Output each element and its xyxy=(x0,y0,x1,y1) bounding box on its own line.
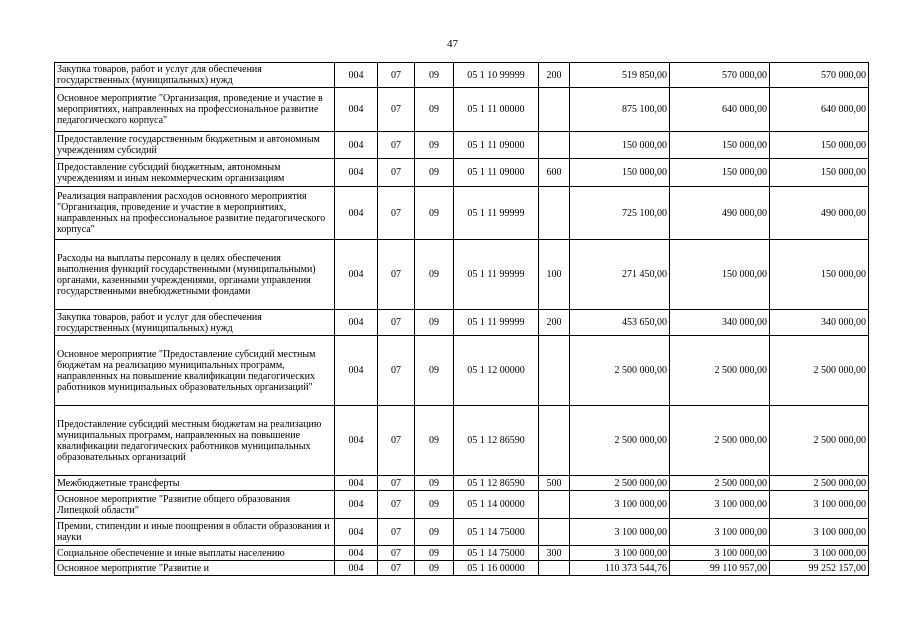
cell-amount-year-1: 453 650,00 xyxy=(570,310,670,336)
cell-expense-type xyxy=(539,132,570,159)
cell-amount-year-1: 2 500 000,00 xyxy=(570,476,670,491)
cell-section: 07 xyxy=(378,491,415,519)
cell-subsection: 09 xyxy=(415,310,454,336)
cell-ved: 004 xyxy=(335,159,378,187)
cell-subsection: 09 xyxy=(415,561,454,576)
cell-ved: 004 xyxy=(335,406,378,476)
cell-amount-year-1: 110 373 544,76 xyxy=(570,561,670,576)
cell-amount-year-3: 640 000,00 xyxy=(770,88,869,132)
cell-ved: 004 xyxy=(335,187,378,240)
table-row xyxy=(55,336,869,406)
table-row xyxy=(55,310,869,336)
cell-target-article: 05 1 11 09000 xyxy=(454,132,539,159)
cell-amount-year-1: 3 100 000,00 xyxy=(570,546,670,561)
cell-expense-type xyxy=(539,336,570,406)
cell-name: Реализация направления расходов основного мероприятия "Организация, проведение и участие в мероприятиях, направленных на профессиональное развитие педагогического корпуса" xyxy=(55,187,335,240)
budget-table xyxy=(54,62,869,576)
table-row xyxy=(55,561,869,576)
cell-subsection: 09 xyxy=(415,132,454,159)
cell-target-article: 05 1 10 99999 xyxy=(454,63,539,88)
cell-section: 07 xyxy=(378,159,415,187)
cell-section: 07 xyxy=(378,132,415,159)
cell-name: Основное мероприятие "Организация, проведение и участие в мероприятиях, направленных на профессиональное развитие педагогического корпуса" xyxy=(55,88,335,132)
cell-ved: 004 xyxy=(335,561,378,576)
cell-expense-type: 300 xyxy=(539,546,570,561)
cell-target-article: 05 1 16 00000 xyxy=(454,561,539,576)
cell-amount-year-2: 570 000,00 xyxy=(670,63,770,88)
cell-ved: 004 xyxy=(335,546,378,561)
cell-target-article: 05 1 14 00000 xyxy=(454,491,539,519)
cell-subsection: 09 xyxy=(415,240,454,310)
cell-target-article: 05 1 12 86590 xyxy=(454,406,539,476)
table-row xyxy=(55,63,869,88)
cell-subsection: 09 xyxy=(415,187,454,240)
table-row xyxy=(55,491,869,519)
cell-amount-year-2: 490 000,00 xyxy=(670,187,770,240)
cell-expense-type: 100 xyxy=(539,240,570,310)
cell-expense-type xyxy=(539,519,570,546)
cell-amount-year-1: 875 100,00 xyxy=(570,88,670,132)
cell-target-article: 05 1 11 99999 xyxy=(454,240,539,310)
cell-amount-year-3: 3 100 000,00 xyxy=(770,519,869,546)
cell-name: Закупка товаров, работ и услуг для обеспечения государственных (муниципальных) нужд xyxy=(55,63,335,88)
cell-amount-year-1: 2 500 000,00 xyxy=(570,336,670,406)
cell-name: Закупка товаров, работ и услуг для обеспечения государственных (муниципальных) нужд xyxy=(55,310,335,336)
cell-ved: 004 xyxy=(335,519,378,546)
cell-ved: 004 xyxy=(335,336,378,406)
cell-amount-year-1: 271 450,00 xyxy=(570,240,670,310)
cell-section: 07 xyxy=(378,519,415,546)
cell-name: Предоставление субсидий местным бюджетам на реализацию муниципальных программ, направленных на повышение квалификации педагогических работников муниципальных образовательных организаций xyxy=(55,406,335,476)
cell-target-article: 05 1 12 86590 xyxy=(454,476,539,491)
cell-name: Основное мероприятие "Развитие общего образования Липецкой области" xyxy=(55,491,335,519)
cell-subsection: 09 xyxy=(415,546,454,561)
cell-amount-year-3: 150 000,00 xyxy=(770,132,869,159)
table-body xyxy=(55,63,869,576)
table-row xyxy=(55,88,869,132)
cell-target-article: 05 1 11 99999 xyxy=(454,187,539,240)
cell-expense-type xyxy=(539,187,570,240)
cell-target-article: 05 1 12 00000 xyxy=(454,336,539,406)
cell-amount-year-2: 150 000,00 xyxy=(670,132,770,159)
cell-target-article: 05 1 14 75000 xyxy=(454,519,539,546)
cell-subsection: 09 xyxy=(415,63,454,88)
cell-amount-year-1: 150 000,00 xyxy=(570,159,670,187)
cell-section: 07 xyxy=(378,406,415,476)
cell-name: Социальное обеспечение и иные выплаты населению xyxy=(55,546,335,561)
cell-ved: 004 xyxy=(335,240,378,310)
cell-section: 07 xyxy=(378,546,415,561)
cell-ved: 004 xyxy=(335,132,378,159)
cell-amount-year-2: 3 100 000,00 xyxy=(670,491,770,519)
table-row xyxy=(55,240,869,310)
cell-expense-type xyxy=(539,561,570,576)
cell-amount-year-1: 725 100,00 xyxy=(570,187,670,240)
table-row xyxy=(55,546,869,561)
cell-amount-year-3: 3 100 000,00 xyxy=(770,491,869,519)
cell-amount-year-2: 340 000,00 xyxy=(670,310,770,336)
cell-amount-year-2: 150 000,00 xyxy=(670,240,770,310)
cell-expense-type: 500 xyxy=(539,476,570,491)
cell-amount-year-3: 99 252 157,00 xyxy=(770,561,869,576)
cell-amount-year-3: 2 500 000,00 xyxy=(770,476,869,491)
cell-amount-year-1: 2 500 000,00 xyxy=(570,406,670,476)
cell-amount-year-2: 2 500 000,00 xyxy=(670,336,770,406)
cell-amount-year-2: 150 000,00 xyxy=(670,159,770,187)
table-row xyxy=(55,132,869,159)
cell-section: 07 xyxy=(378,88,415,132)
cell-name: Предоставление государственным бюджетным и автономным учреждениям субсидий xyxy=(55,132,335,159)
cell-amount-year-2: 99 110 957,00 xyxy=(670,561,770,576)
cell-target-article: 05 1 14 75000 xyxy=(454,546,539,561)
cell-amount-year-3: 150 000,00 xyxy=(770,159,869,187)
cell-ved: 004 xyxy=(335,63,378,88)
table-row xyxy=(55,476,869,491)
cell-ved: 004 xyxy=(335,491,378,519)
cell-subsection: 09 xyxy=(415,491,454,519)
table-row xyxy=(55,406,869,476)
cell-amount-year-2: 2 500 000,00 xyxy=(670,406,770,476)
cell-subsection: 09 xyxy=(415,336,454,406)
cell-amount-year-3: 2 500 000,00 xyxy=(770,336,869,406)
cell-target-article: 05 1 11 09000 xyxy=(454,159,539,187)
cell-section: 07 xyxy=(378,310,415,336)
page-number: 47 xyxy=(447,38,458,50)
cell-subsection: 09 xyxy=(415,476,454,491)
cell-expense-type xyxy=(539,406,570,476)
cell-section: 07 xyxy=(378,63,415,88)
cell-name: Межбюджетные трансферты xyxy=(55,476,335,491)
cell-amount-year-2: 2 500 000,00 xyxy=(670,476,770,491)
cell-section: 07 xyxy=(378,336,415,406)
cell-amount-year-3: 3 100 000,00 xyxy=(770,546,869,561)
cell-ved: 004 xyxy=(335,88,378,132)
cell-name: Премии, стипендии и иные поощрения в области образования и науки xyxy=(55,519,335,546)
cell-amount-year-2: 640 000,00 xyxy=(670,88,770,132)
cell-amount-year-2: 3 100 000,00 xyxy=(670,546,770,561)
cell-amount-year-1: 3 100 000,00 xyxy=(570,519,670,546)
cell-expense-type: 200 xyxy=(539,310,570,336)
cell-amount-year-3: 570 000,00 xyxy=(770,63,869,88)
cell-amount-year-3: 150 000,00 xyxy=(770,240,869,310)
cell-expense-type xyxy=(539,88,570,132)
cell-expense-type: 200 xyxy=(539,63,570,88)
cell-ved: 004 xyxy=(335,476,378,491)
cell-section: 07 xyxy=(378,561,415,576)
cell-subsection: 09 xyxy=(415,406,454,476)
cell-amount-year-1: 150 000,00 xyxy=(570,132,670,159)
cell-expense-type xyxy=(539,491,570,519)
table-row xyxy=(55,159,869,187)
cell-target-article: 05 1 11 00000 xyxy=(454,88,539,132)
cell-ved: 004 xyxy=(335,310,378,336)
cell-name: Расходы на выплаты персоналу в целях обеспечения выполнения функций государственными (муниципальными) органами, казенными учреждениями, органами управления государственными внебюджетными фондами xyxy=(55,240,335,310)
table-row xyxy=(55,519,869,546)
table-row xyxy=(55,187,869,240)
cell-name: Предоставление субсидий бюджетным, автономным учреждениям и иным некоммерческим организациям xyxy=(55,159,335,187)
cell-subsection: 09 xyxy=(415,88,454,132)
cell-subsection: 09 xyxy=(415,159,454,187)
cell-section: 07 xyxy=(378,476,415,491)
cell-section: 07 xyxy=(378,187,415,240)
cell-amount-year-3: 340 000,00 xyxy=(770,310,869,336)
cell-target-article: 05 1 11 99999 xyxy=(454,310,539,336)
cell-amount-year-1: 519 850,00 xyxy=(570,63,670,88)
cell-name: Основное мероприятие "Предоставление субсидий местным бюджетам на реализацию муниципальных программ, направленных на повышение квалификации педагогических работников муниципальных образовательных организаций" xyxy=(55,336,335,406)
cell-expense-type: 600 xyxy=(539,159,570,187)
cell-amount-year-1: 3 100 000,00 xyxy=(570,491,670,519)
cell-amount-year-2: 3 100 000,00 xyxy=(670,519,770,546)
cell-amount-year-3: 490 000,00 xyxy=(770,187,869,240)
cell-section: 07 xyxy=(378,240,415,310)
cell-name: Основное мероприятие "Развитие и xyxy=(55,561,335,576)
cell-subsection: 09 xyxy=(415,519,454,546)
cell-amount-year-3: 2 500 000,00 xyxy=(770,406,869,476)
